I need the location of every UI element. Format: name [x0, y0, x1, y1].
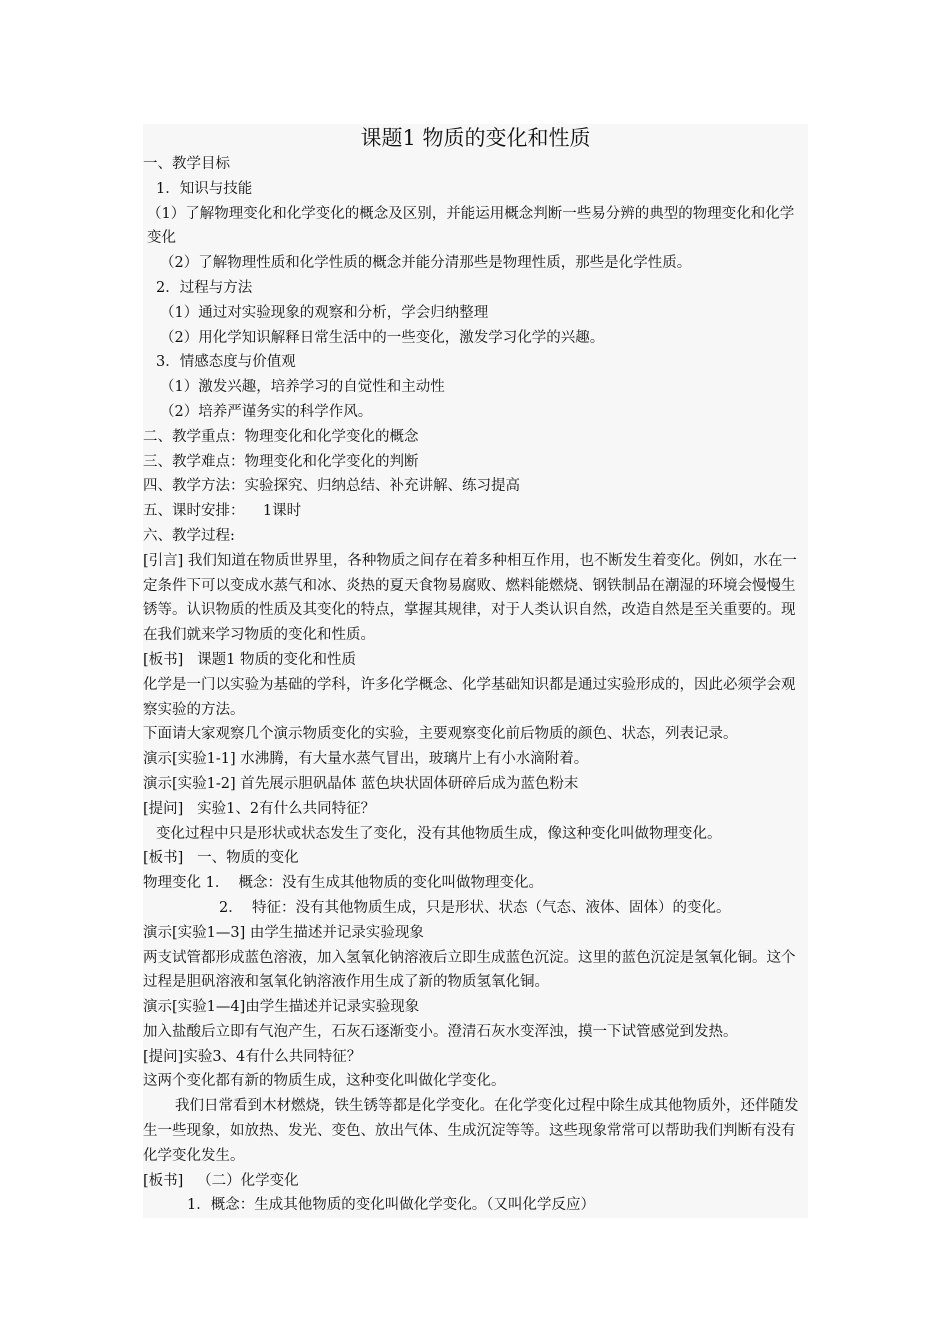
text-line: 变化过程中只是形状或状态发生了变化，没有其他物质生成，像这种变化叫做物理变化。: [156, 825, 722, 842]
text-line: 2． 特征：没有其他物质生成，只是形状、状态（气态、液体、固体）的变化。: [219, 899, 731, 916]
text-line: （2）用化学知识解释日常生活中的一些变化，激发学习化学的兴趣。: [160, 329, 605, 346]
section-heading: 五、课时安排： 1课时: [143, 503, 302, 520]
demo-line: 演示[实验1-1] 水沸腾，有大量水蒸气冒出，玻璃片上有小水滴附着。: [143, 751, 589, 768]
board-note: [板书] 课题1 物质的变化和性质: [143, 651, 356, 668]
subsection-heading: 2．过程与方法: [156, 279, 253, 296]
section-heading: 六、教学过程:: [143, 527, 235, 544]
text-paragraph: 化学是一门以实验为基础的学科，许多化学概念、化学基础知识都是通过实验形成的，因此必须学会观察实验的方法。: [143, 676, 796, 718]
demo-line: 演示[实验1—3] 由学生描述并记录实验现象: [143, 924, 424, 941]
demo-line: 演示[实验1—4]由学生描述并记录实验现象: [143, 999, 420, 1016]
board-note: [板书] （二）化学变化: [143, 1172, 299, 1189]
text-line: （1）通过对实验现象的观察和分析，学会归纳整理: [160, 304, 489, 321]
text-paragraph: [引言] 我们知道在物质世界里，各种物质之间存在着多种相互作用，也不断发生着变化。例如，水在一定条件下可以变成水蒸气和冰、炎热的夏天食物易腐败、燃料能燃烧、钢铁制品在潮湿的环境会慢慢生锈等。认识物质的性质及其变化的特点，掌握其规律，对于人类认识自然，改造自然是至关重要的。现在我们就来学习物质的变化和性质。: [143, 552, 797, 644]
question-line: [提问]实验3、4有什么共同特征？: [143, 1048, 362, 1065]
text-line: （2）了解物理性质和化学性质的概念并能分清那些是物理性质，那些是化学性质。: [160, 255, 692, 272]
question-line: [提问] 实验1、2有什么共同特征？: [143, 800, 376, 817]
subsection-heading: 1．知识与技能: [156, 180, 253, 197]
document-title: 课题1 物质的变化和性质: [360, 126, 591, 150]
text-paragraph: 两支试管都形成蓝色溶液，加入氢氧化钠溶液后立即生成蓝色沉淀。这里的蓝色沉淀是氢氧化铜。这个过程是胆矾溶液和氢氧化钠溶液作用生成了新的物质氢氧化铜。: [143, 949, 796, 991]
text-line: 下面请大家观察几个演示物质变化的实验，主要观察变化前后物质的颜色、状态，列表记录。: [143, 726, 738, 743]
subsection-heading: 3．情感态度与价值观: [156, 354, 296, 371]
text-paragraph: 我们日常看到木材燃烧，铁生锈等都是化学变化。在化学变化过程中除生成其他物质外，还伴随发生一些现象，如放热、发光、变色、放出气体、生成沉淀等等。这些现象常常可以帮助我们判断有没有化学变化发生。: [143, 1098, 799, 1164]
section-heading: 四、教学方法：实验探究、归纳总结、补充讲解、练习提高: [143, 478, 520, 495]
document-body: [143, 124, 808, 1218]
demo-line: 演示[实验1-2] 首先展示胆矾晶体 蓝色块状固体研碎后成为蓝色粉末: [143, 775, 579, 792]
section-heading: 一、教学目标: [143, 156, 230, 172]
text-line: 这两个变化都有新的物质生成，这种变化叫做化学变化。: [143, 1073, 506, 1090]
text-line: 物理变化 1． 概念：没有生成其他物质的变化叫做物理变化。: [143, 875, 544, 892]
text-line: （1）激发兴趣，培养学习的自觉性和主动性: [160, 379, 445, 396]
section-heading: 二、教学重点：物理变化和化学变化的概念: [143, 428, 419, 445]
text-line: 1．概念：生成其他物质的变化叫做化学变化。（又叫化学反应）: [187, 1197, 595, 1214]
text-line: 加入盐酸后立即有气泡产生，石灰石逐渐变小。澄清石灰水变浑浊，摸一下试管感觉到发热。: [143, 1023, 738, 1040]
text-line: （2）培养严谨务实的科学作风。: [160, 403, 373, 420]
section-heading: 三、教学难点：物理变化和化学变化的判断: [143, 453, 419, 470]
board-note: [板书] 一、物质的变化: [143, 850, 299, 867]
text-paragraph: （1）了解物理变化和化学变化的概念及区别，并能运用概念判断一些易分辨的典型的物理变化和化学变化: [147, 205, 795, 247]
